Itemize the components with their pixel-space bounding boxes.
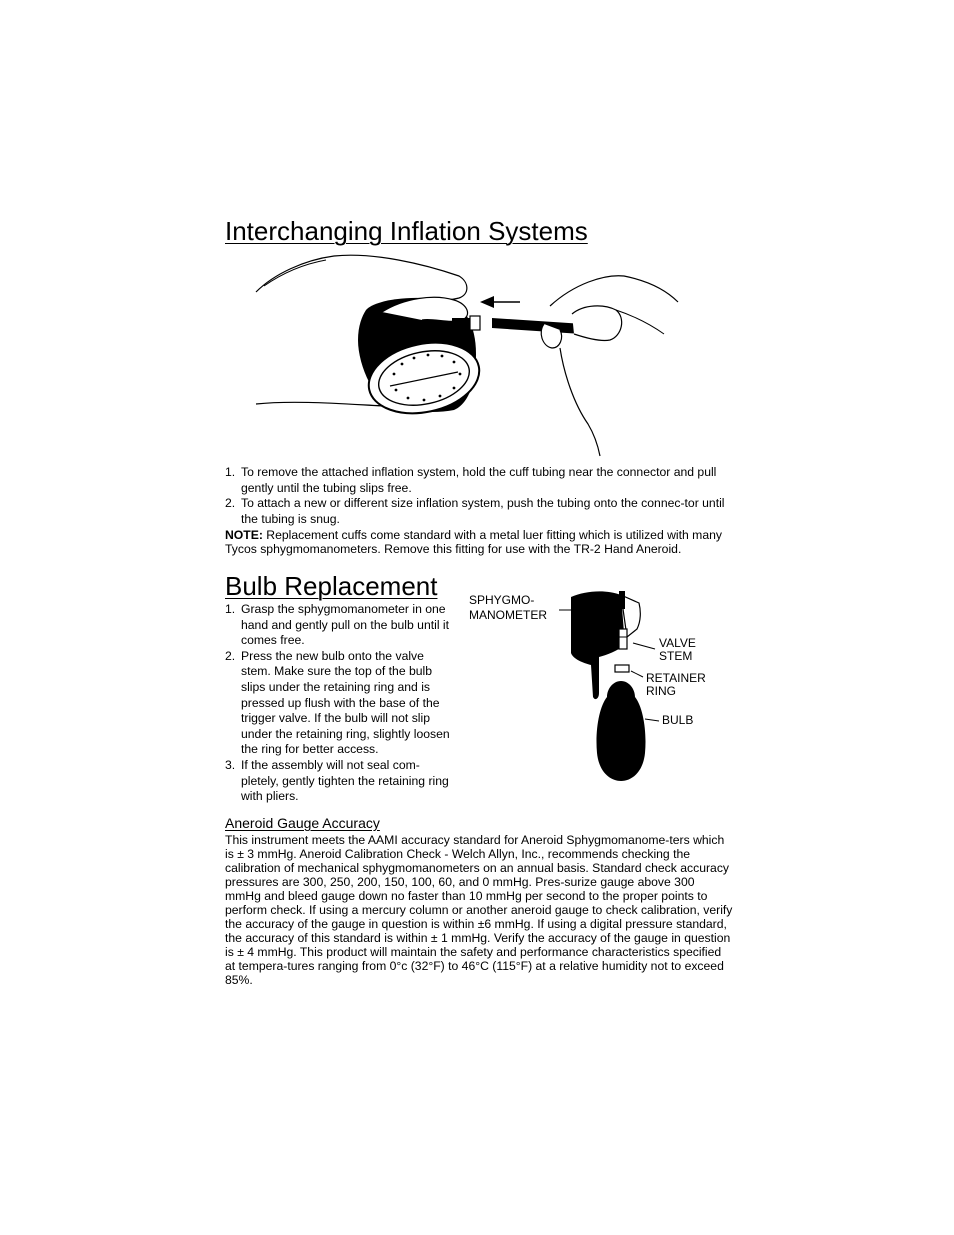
- list-item: 1. Grasp the sphygmomanometer in one hand and gently pull on the bulb until it comes free.: [225, 602, 450, 648]
- label-bulb: BULB: [662, 713, 694, 727]
- bulb-title: Bulb Replacement: [225, 571, 438, 601]
- list-item: 3. If the assembly will not seal com-pletely, gently tighten the retaining ring with pliers.: [225, 757, 449, 804]
- label-sphygmomanometer: SPHYGMO- MANOMETER: [469, 593, 547, 622]
- note-text: Replacement cuffs come standard with a metal luer fitting which is utilized with many Tycos sphygmomanometers. Remove this fitting for use with the TR-2 Hand Aneroid.: [225, 528, 722, 556]
- inflation-steps: [225, 465, 730, 527]
- inflation-note: [225, 528, 730, 556]
- inflation-illustration: [254, 254, 684, 458]
- label-retainer-ring: RETAINER RING: [646, 671, 706, 698]
- list-item: 1. To remove the attached inflation system, hold the cuff tubing near the connector and pull gently until the tubing slips free.: [225, 465, 717, 495]
- inflation-title: Interchanging Inflation Systems: [225, 216, 588, 246]
- label-valve-stem: VALVE STEM: [659, 636, 696, 663]
- list-item: 2. To attach a new or different size inflation system, push the tubing onto the connec-tor until the tubing is snug.: [225, 496, 725, 526]
- accuracy-title: Aneroid Gauge Accuracy: [225, 815, 380, 831]
- bulb-steps: [225, 602, 455, 805]
- note-label: NOTE:: [225, 528, 263, 542]
- list-item: 2. Press the new bulb onto the valve stem. Make sure the top of the bulb slips under the retaining ring and is pressed up flush with the base of the trigger valve. If the bulb will not slip under the retaining ring, slightly loosen the ring for better access.: [225, 648, 450, 757]
- accuracy-text: This instrument meets the AAMI accuracy standard for Aneroid Sphygmomanome-ters which is ± 3 mmHg. Aneroid Calibration Check - Welch Allyn, Inc., recommends checking the calibration of mechanical sphygmomanometers on an annual basis. Standard check accuracy pressures are 300, 250, 200, 150, 100, 60, and 0 mmHg. Pres-surize gauge above 300 mmHg and bleed gauge down no faster than 10 mmHg per second to the proper points to perform check. If using a mercury column or another aneroid gauge to check calibration, verify the accuracy of the gauge in question is within ±6 mmHg. If using a digital pressure standard, the accuracy of this standard is within ± 1 mmHg. Verify the accuracy of the gauge in question is ± 4 mmHg. This product will maintain the safety and performance characteristics specified at tempera-tures ranging from 0°c (32°F) to 46°C (115°F) at a relative humidity not to exceed 85%.: [225, 833, 733, 987]
